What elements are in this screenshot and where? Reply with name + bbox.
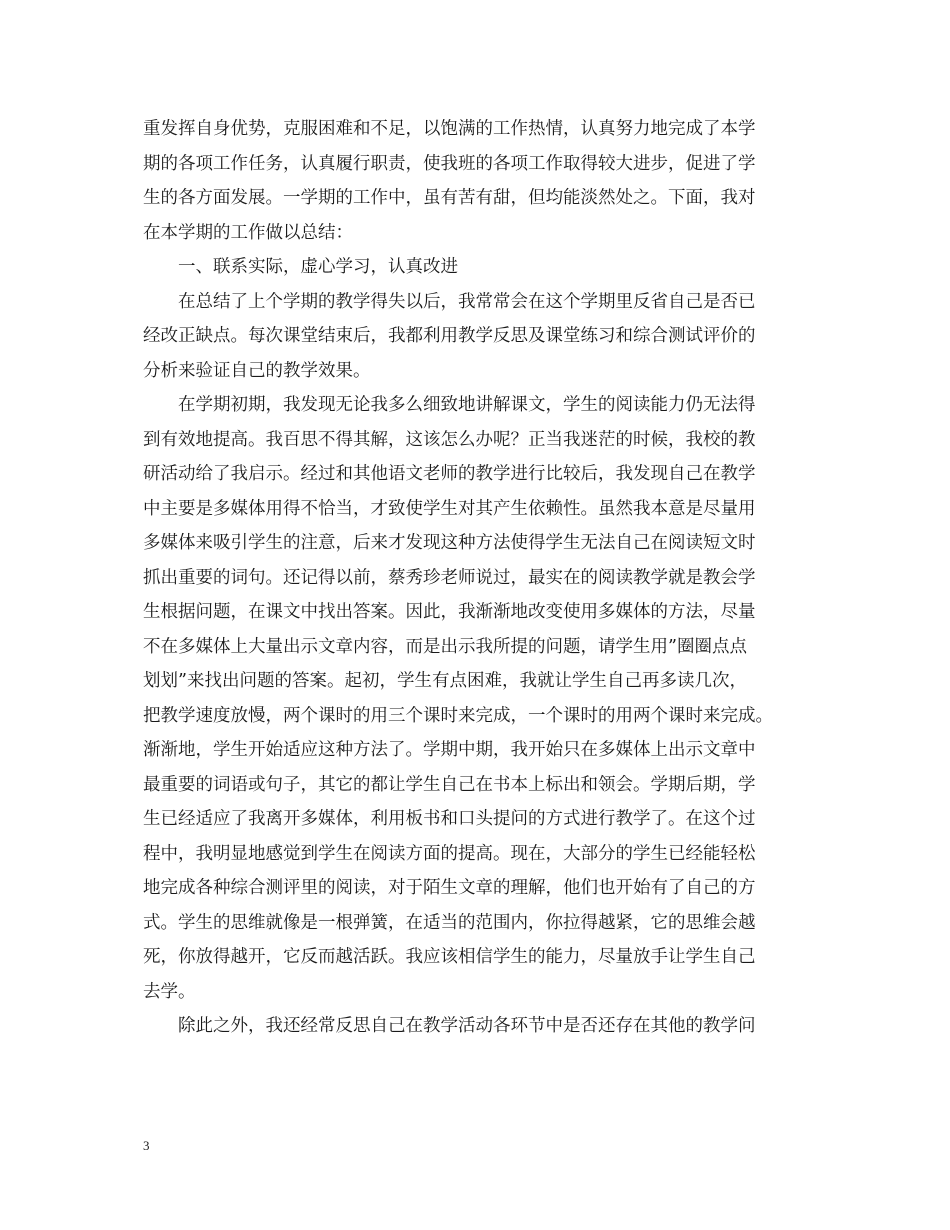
text-line: 期的各项工作任务，认真履行职责，使我班的各项工作取得较大进步，促进了学	[143, 153, 756, 174]
text-line: 到有效地提高。我百思不得其解，这该怎么办呢？正当我迷茫的时候，我校的教	[143, 429, 756, 450]
text-line: 生根据问题，在课文中找出答案。因此，我渐渐地改变使用多媒体的方法，尽量	[143, 602, 756, 622]
text-line: 程中，我明显地感觉到学生在阅读方面的提高。现在，大部分的学生已经能轻松	[143, 843, 756, 864]
text-line: 经改正缺点。每次课堂结束后，我都利用教学反思及课堂练习和综合测试评价的	[143, 326, 756, 346]
text-line: 除此之外，我还经常反思自己在教学活动各环节中是否还存在其他的教学问	[178, 1016, 756, 1036]
text-line: 在总结了上个学期的教学得失以后，我常常会在这个学期里反省自己是否已	[178, 291, 756, 312]
text-line: 划划”来找出问题的答案。起初，学生有点困难，我就让学生自己再多读几次，	[143, 671, 747, 691]
text-line: 地完成各种综合测评里的阅读，对于陌生文章的理解，他们也开始有了自己的方	[143, 878, 756, 898]
text-line: 式。学生的思维就像是一根弹簧，在适当的范围内，你拉得越紧，它的思维会越	[143, 912, 756, 933]
text-line: 分析来验证自己的教学效果。	[143, 360, 371, 381]
body-text	[143, 112, 843, 1044]
page-number: 3	[143, 1138, 150, 1153]
text-line: 重发挥自身优势，克服困难和不足，以饱满的工作热情，认真努力地完成了本学	[143, 119, 756, 139]
text-line: 在学期初期，我发现无论我多么细致地讲解课文，学生的阅读能力仍无法得	[178, 395, 756, 415]
text-line: 研活动给了我启示。经过和其他语文老师的教学进行比较后，我发现自己在教学	[143, 464, 756, 484]
text-line: 中主要是多媒体用得不恰当，才致使学生对其产生依赖性。虽然我本意是尽量用	[143, 498, 756, 519]
text-line: 多媒体来吸引学生的注意，后来才发现这种方法使得学生无法自己在阅读短文时	[143, 533, 756, 553]
text-line: 渐渐地，学生开始适应这种方法了。学期中期，我开始只在多媒体上出示文章中	[143, 740, 756, 760]
text-line: 生的各方面发展。一学期的工作中，虽有苦有甜，但均能淡然处之。下面，我对	[143, 188, 756, 208]
text-line: 一、联系实际，虚心学习，认真改进	[178, 257, 458, 277]
text-line: 把教学速度放慢，两个课时的用三个课时来完成，一个课时的用两个课时来完成。	[143, 705, 773, 726]
text-line: 抓出重要的词句。还记得以前，蔡秀珍老师说过，最实在的阅读教学就是教会学	[143, 567, 756, 588]
text-line: 生已经适应了我离开多媒体，利用板书和口头提问的方式进行教学了。在这个过	[143, 809, 756, 829]
text-line: 在本学期的工作做以总结：	[143, 222, 353, 243]
text-line: 不在多媒体上大量出示文章内容，而是出示我所提的问题，请学生用”圈圈点点	[143, 636, 747, 657]
text-line: 最重要的词语或句子，其它的都让学生自己在书本上标出和领会。学期后期，学	[143, 774, 756, 795]
text-line: 去学。	[143, 981, 196, 1002]
text-line: 死，你放得越开，它反而越活跃。我应该相信学生的能力，尽量放手让学生自己	[143, 947, 756, 967]
